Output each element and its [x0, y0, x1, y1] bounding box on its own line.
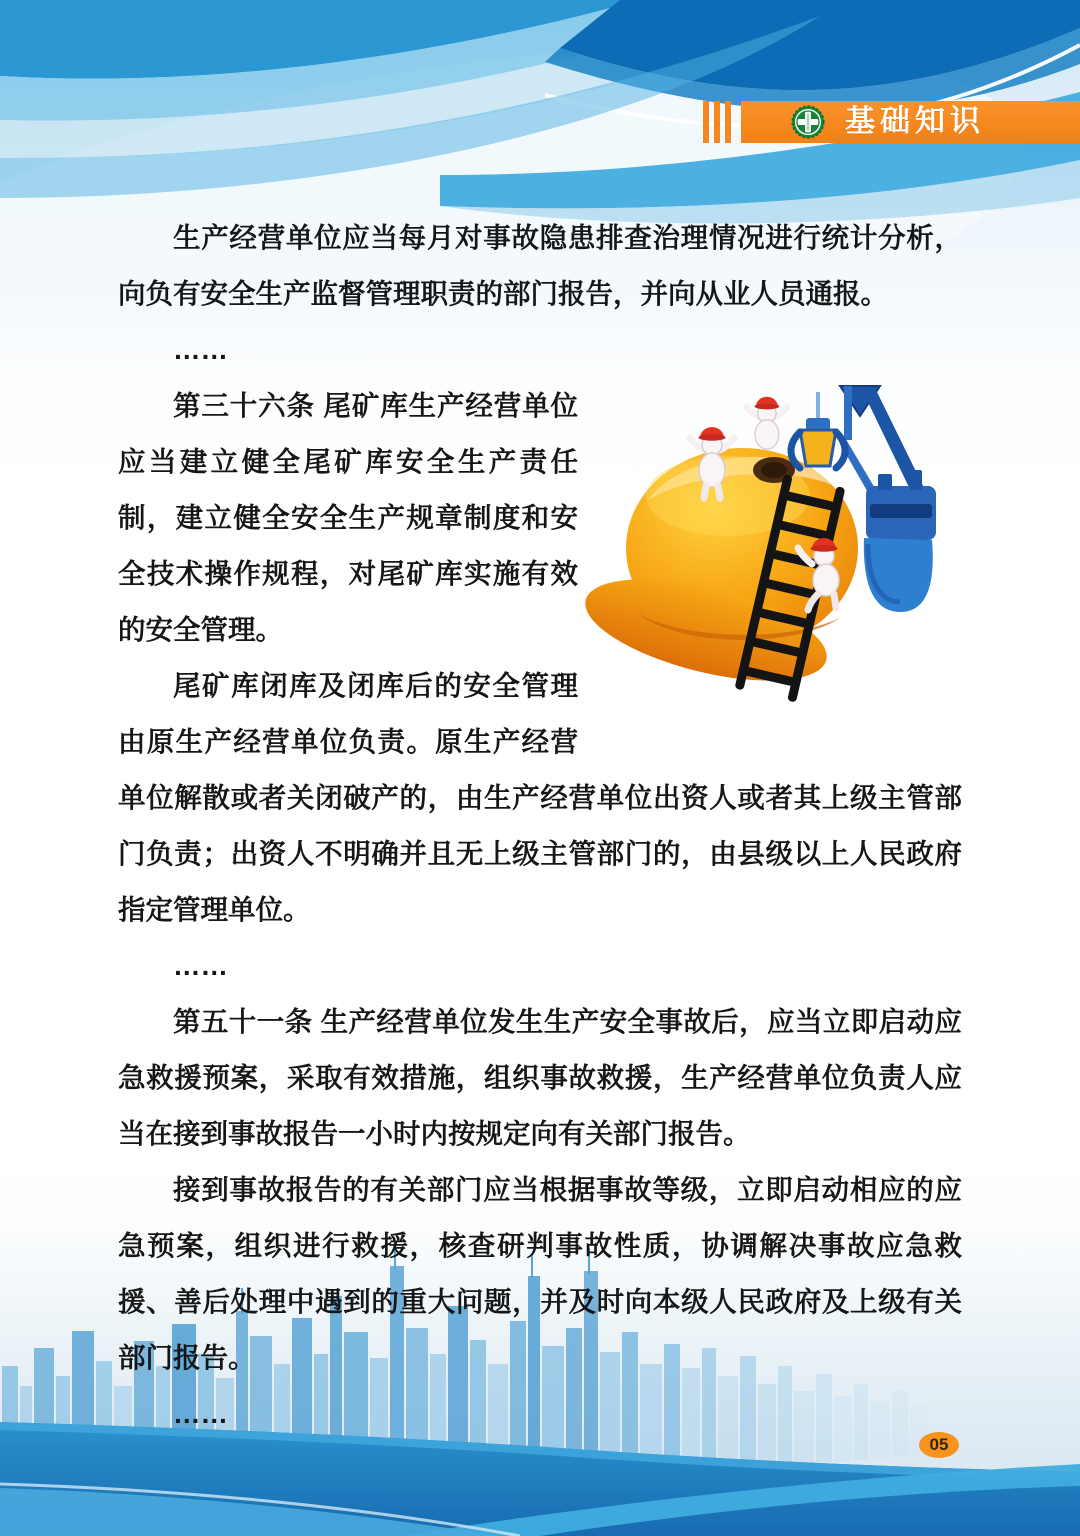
section-title: 基础知识	[845, 105, 985, 138]
grabber-icon	[791, 392, 845, 468]
worker-figure-icon	[747, 397, 787, 449]
crane-icon	[838, 386, 936, 612]
page-number-badge	[919, 1432, 959, 1458]
ellipsis-divider: ……	[173, 1398, 228, 1429]
paragraph-hidden-danger-report: 生产经营单位应当每月对事故隐患排查治理情况进行统计分析，向负有安全生产监督管理职责的部门报告，并向从业人员通报。	[118, 222, 962, 309]
section-header-bar	[741, 101, 1080, 143]
work-safety-emblem-icon	[791, 105, 825, 139]
paragraph-tailings-closure: 尾矿库闭库及闭库后的安全管理由原生产经营单位负责。原生产经营单位解散或者关闭破产的，由生产经营单位出资人或者其上级主管部门负责；出资人不明确并且无上级主管部门的，由县级以上人民政府指定管理单位。	[118, 670, 962, 925]
paragraph-article-36: 第三十六条 尾矿库生产经营单位应当建立健全尾矿库安全生产责任制，建立健全安全生产规章制度和安全技术操作规程，对尾矿库实施有效的安全管理。	[118, 390, 578, 645]
helmet-construction-illustration	[578, 378, 962, 758]
paragraph-accident-response: 接到事故报告的有关部门应当根据事故等级，立即启动相应的应急预案，组织进行救援，核查研判事故性质，协调解决事故应急救援、善后处理中遇到的重大问题，并及时向本级人民政府及上级有关部门报告。	[118, 1174, 962, 1373]
ellipsis-divider: ……	[173, 950, 228, 981]
article-text-block	[118, 210, 962, 1442]
ellipsis-divider: ……	[173, 334, 228, 365]
header-tick-marks	[703, 101, 731, 143]
page-number: 05	[929, 1435, 949, 1454]
paragraph-article-51: 第五十一条 生产经营单位发生生产安全事故后，应当立即启动应急救援预案，采取有效措施，组织事故救援，生产经营单位负责人应当在接到事故报告一小时内按规定向有关部门报告。	[118, 1006, 962, 1149]
